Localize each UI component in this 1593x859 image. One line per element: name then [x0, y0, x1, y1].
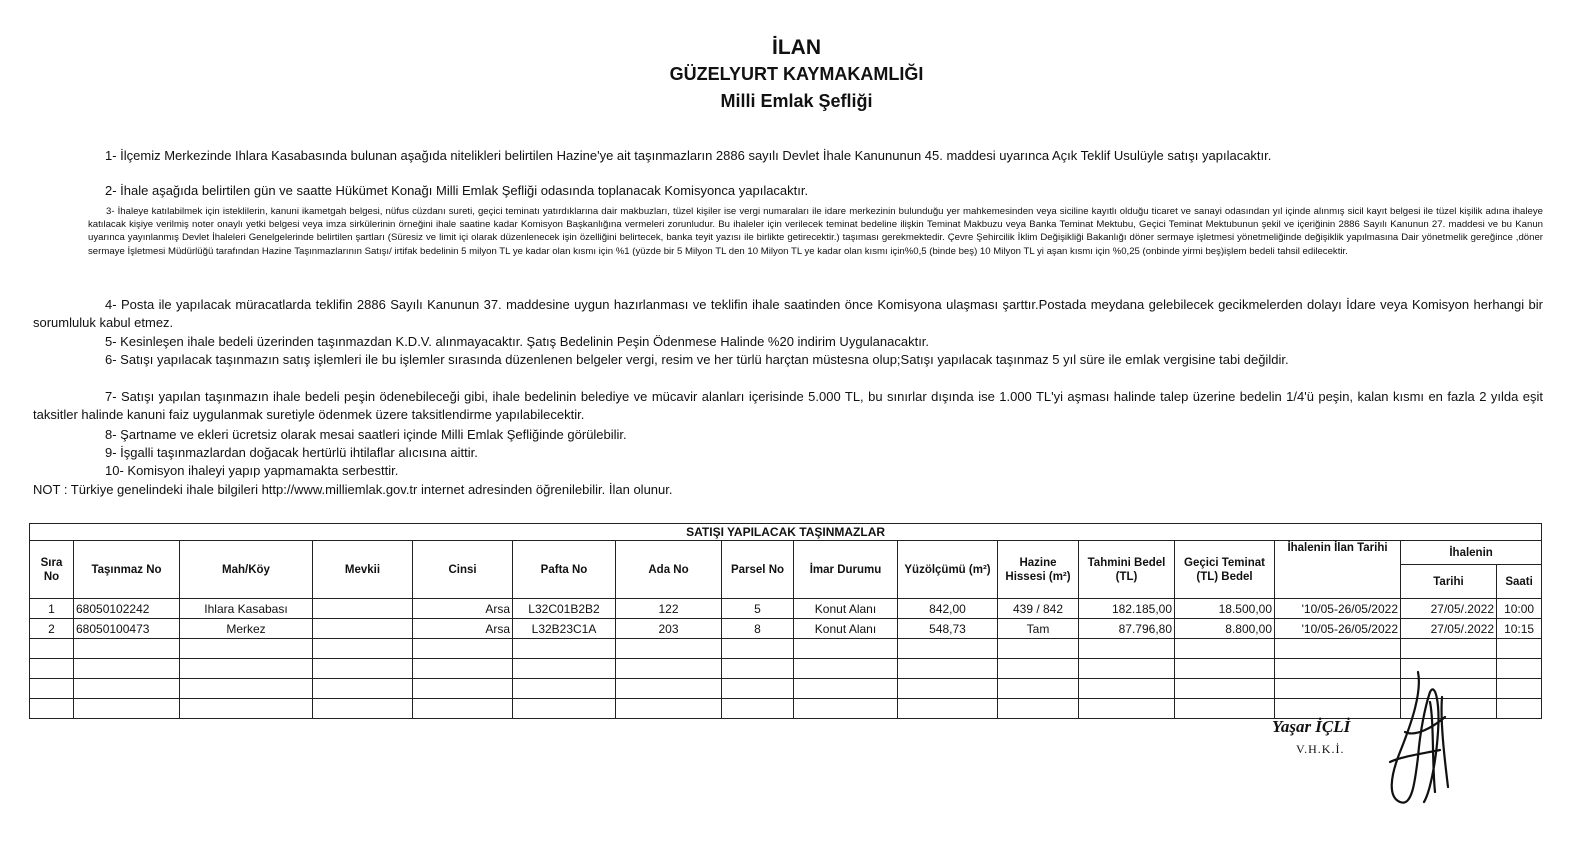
cell-pafta-no: L32C01B2B2: [513, 599, 616, 619]
property-table: [29, 523, 1542, 719]
header-mah-koy: Mah/Köy: [180, 541, 313, 599]
cell-gecici-teminat: 18.500,00: [1175, 599, 1275, 619]
header-sira: Sıra No: [30, 541, 74, 599]
cell-gecici-teminat: 8.800,00: [1175, 619, 1275, 639]
cell-parsel-no: 8: [722, 619, 794, 639]
paragraph-2: 2- İhale aşağıda belirtilen gün ve saatte Hükümet Konağı Milli Emlak Şefliği odasında toplanacak Komisyonca yapılacaktır.: [105, 183, 809, 198]
handwritten-signature: [1360, 662, 1470, 812]
header-imar-durumu: İmar Durumu: [794, 541, 898, 599]
cell-hazine-hissesi: 439 / 842: [998, 599, 1079, 619]
paragraph-5: 5- Kesinleşen ihale bedeli üzerinden taşınmazdan K.D.V. alınmayacaktır. Şatış Bedelinin Peşin Ödenmese Halinde %20 indirim Uygulanacaktır.: [105, 334, 930, 349]
paragraph-3-text: 3- İhaleye katılabilmek için isteklilerin, kanuni ikametgah belgesi, nüfus cüzdanı sureti, geçici teminatı yatırdıklarına dair makbuzları, tüzel kişiler ise vergi numaraları ile idare merkezinin bulunduğu yer mahkemesinden veya siciline kayıtlı olduğu ticaret ve sanayi odasından yıl içinde alınmış sicil kayıt belgesi ile tüzel kişilik adına ihaleye katılacak kişiye verilmiş noter onaylı yetki belgesi veya imza sirkülerinin örneğini ihale saatine kadar Komisyon Başkanlığına vermeleri zorunludur. Bu ihaleler için verilecek teminat bedeline ilişkin Teminat Makbuzu veya Banka Teminat Mektubu, Geçici Teminat Mektubunun şekil ve içeriğinin 2886 Sayılı Kanunun 27. maddesi ve bu Kanun uyarınca yayınlanmış Devlet İhaleleri Genelgelerinde belirtilen şartları (Süresiz ve limit içi olarak düzenlenecek işin özelliğini belirtecek, banka teyit yazısı ile birlikte getirecektir.) taşıması gerekmektedir. Çevre Şehircilik İklim Değişikliği Bakanlığı döner sermaye işletmesi yönetmeliğinde değişiklik yapılmasına Dair yönetmelik gereğince ,döner sermaye İşletmesi Müdürlüğü tarafından Hazine Taşınmazlarının Satışı/ irtifak bedelinin 5 milyon TL ye kadar olan kısmı için %1 (yüzde bir 5 Milyon TL den 10 Milyon TL ye kadar olan kısmı için%0,5 (binde beş) 10 Milyon TL yi aşan kısmı için %0,25 (onbinde yirmi beş)işlem bedeli tahsil edilecektir.: [88, 206, 1543, 257]
header: [0, 34, 1593, 115]
cell-sira: 2: [30, 619, 74, 639]
cell-pafta-no: L32B23C1A: [513, 619, 616, 639]
cell-cinsi: Arsa: [413, 599, 513, 619]
cell-ada-no: 122: [616, 599, 722, 619]
cell-imar-durumu: Konut Alanı: [794, 599, 898, 619]
paragraph-7: 7- Satışı yapılan taşınmazın ihale bedeli peşin ödenebileceği gibi, ihale bedelinin belediye ve mücavir alanları içerisinde 5.000 TL, bu sınırlar dışında ise 1.000 TL'yi aşması halinde talep üzerine bedelin 1/4'ü peşin, kalan kısmı en fazla 2 yılda eşit taksitler halinde kanuni faiz uygulanmak suretiyle ödenmek üzere taksitlendirme yapılabilecektir.: [33, 389, 1543, 422]
header-ada-no: Ada No: [616, 541, 722, 599]
table-row: [30, 619, 1542, 639]
empty-row: [30, 679, 1542, 699]
paragraph-6: 6- Satışı yapılacak taşınmazın satış işlemleri ile bu işlemler sırasında düzenlenen belgeler vergi, resim ve her türlü harçtan müstesna olup;Satışı yapılacak taşınmaz 5 yıl süre ile emlak vergisine tabi değildir.: [105, 352, 1289, 367]
cell-tahmini-bedel: 182.185,00: [1079, 599, 1175, 619]
cell-hazine-hissesi: Tam: [998, 619, 1079, 639]
cell-ada-no: 203: [616, 619, 722, 639]
cell-cinsi: Arsa: [413, 619, 513, 639]
header-ilan-tarihi: İhalenin İlan Tarihi: [1275, 541, 1401, 599]
empty-row: [30, 699, 1542, 719]
header-hazine-hissesi: Hazine Hissesi (m²): [998, 541, 1079, 599]
cell-tasinmaz-no: 68050102242: [74, 599, 180, 619]
signature-title: V.H.K.İ.: [1296, 742, 1345, 756]
paragraph-10: 10- Komisyon ihaleyi yapıp yapmamakta serbesttir.: [105, 463, 399, 478]
paragraph-9: 9- İşgalli taşınmazlardan doğacak hertürlü ihtilaflar alıcısına aittir.: [105, 445, 478, 460]
header-cinsi: Cinsi: [413, 541, 513, 599]
cell-mevkii: [313, 619, 413, 639]
table-title: SATIŞI YAPILACAK TAŞINMAZLAR: [30, 524, 1542, 541]
header-tahmini-bedel: Tahmini Bedel (TL): [1079, 541, 1175, 599]
cell-mah-koy: Ihlara Kasabası: [180, 599, 313, 619]
paragraph-3: [88, 205, 1543, 295]
cell-sira: 1: [30, 599, 74, 619]
header-ihalenin: İhalenin: [1401, 541, 1542, 565]
header-mevkii: Mevkii: [313, 541, 413, 599]
cell-saati: 10:00: [1497, 599, 1542, 619]
department-name: Milli Emlak Şefliği: [720, 91, 873, 111]
paragraph-4: 4- Posta ile yapılacak müracatlarda teklifin 2886 Sayılı Kanunun 37. maddesine uygun hazırlanması ve teklifin ihale saatinden önce Komisyona ulaşması şarttır.Postada meydana gelebilecek gecikmelerden dolayı İdare veya Komisyon herhangi bir sorumluluk kabul etmez.: [33, 297, 1543, 330]
cell-parsel-no: 5: [722, 599, 794, 619]
cell-yuzolcumu: 842,00: [898, 599, 998, 619]
cell-tarihi: 27/05/.2022: [1401, 619, 1497, 639]
cell-tarihi: 27/05/.2022: [1401, 599, 1497, 619]
cell-imar-durumu: Konut Alanı: [794, 619, 898, 639]
cell-mah-koy: Merkez: [180, 619, 313, 639]
note-line: NOT : Türkiye genelindeki ihale bilgileri http://www.milliemlak.gov.tr internet adresinden öğrenilebilir. İlan olunur.: [33, 482, 673, 497]
page-title: İLAN: [772, 36, 821, 59]
header-gecici-teminat: Geçici Teminat (TL) Bedel: [1175, 541, 1275, 599]
cell-ilan-tarihi: '10/05-26/05/2022: [1275, 619, 1401, 639]
header-pafta-no: Pafta No: [513, 541, 616, 599]
header-tasinmaz-no: Taşınmaz No: [74, 541, 180, 599]
cell-tasinmaz-no: 68050100473: [74, 619, 180, 639]
paragraph-1: 1- İlçemiz Merkezinde Ihlara Kasabasında bulunan aşağıda nitelikleri belirtilen Hazine'ye ait taşınmazların 2886 sayılı Devlet İhale Kanununun 45. maddesi uyarınca Açık Teklif Usulüyle satışı yapılacaktır.: [105, 148, 1272, 163]
cell-tahmini-bedel: 87.796,80: [1079, 619, 1175, 639]
header-parsel-no: Parsel No: [722, 541, 794, 599]
organization-name: GÜZELYURT KAYMAKAMLIĞI: [669, 64, 924, 84]
header-tarihi: Tarihi: [1401, 565, 1497, 599]
empty-row: [30, 639, 1542, 659]
cell-saati: 10:15: [1497, 619, 1542, 639]
cell-mevkii: [313, 599, 413, 619]
paragraph-8: 8- Şartname ve ekleri ücretsiz olarak mesai saatleri içinde Milli Emlak Şefliğinde görülebilir.: [105, 427, 627, 442]
cell-ilan-tarihi: '10/05-26/05/2022: [1275, 599, 1401, 619]
table-row: [30, 599, 1542, 619]
cell-yuzolcumu: 548,73: [898, 619, 998, 639]
signature-name: Yaşar İÇLİ: [1272, 717, 1351, 736]
header-yuzolcumu: Yüzölçümü (m²): [898, 541, 998, 599]
empty-row: [30, 659, 1542, 679]
header-saati: Saati: [1497, 565, 1542, 599]
